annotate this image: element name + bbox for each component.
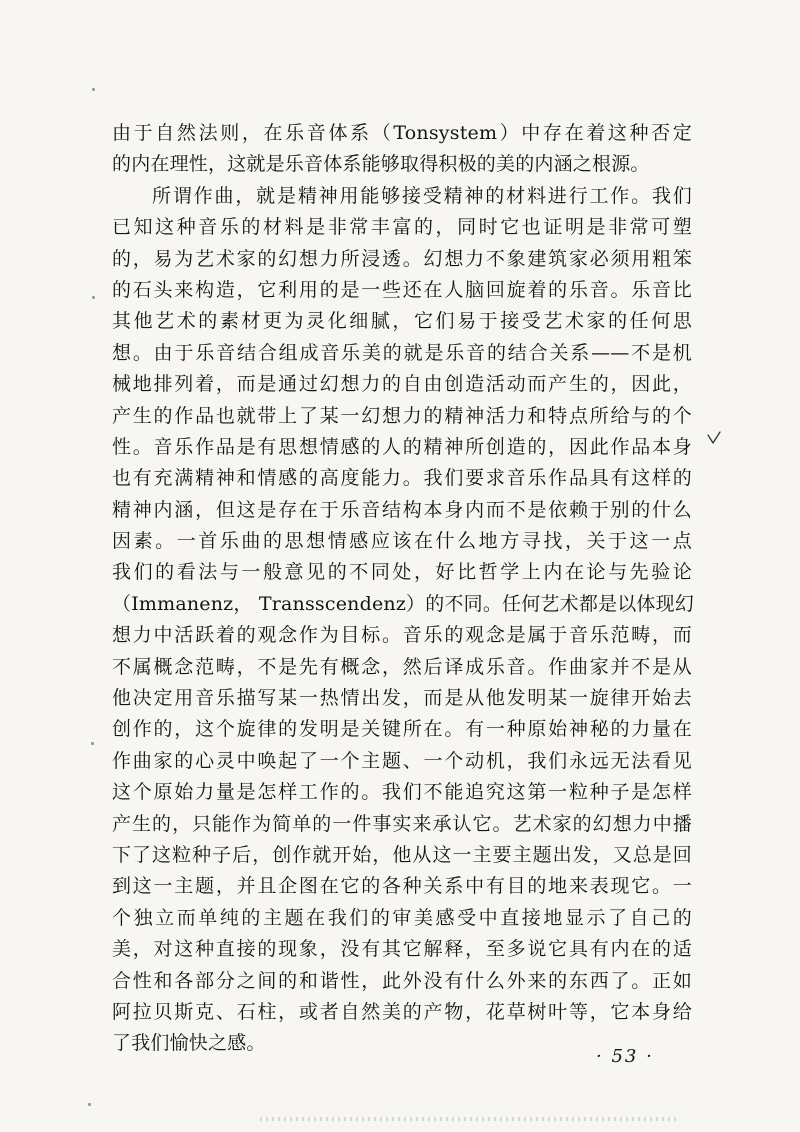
text-line: 个独立而单纯的主题在我们的审美感受中直接地显示了自己的 xyxy=(112,906,692,929)
text-line: 作曲家的心灵中唤起了一个主题、一个动机，我们永远无法看见 xyxy=(112,749,692,772)
text-line: 所谓作曲，就是精神用能够接受精神的材料进行工作。我们 xyxy=(152,184,692,207)
text-line: 因素。一首乐曲的思想情感应该在什么地方寻找，关于这一点 xyxy=(112,530,692,553)
text-line: 下了这粒种子后，创作就开始，他从这一主要主题出发，又总是回 xyxy=(112,843,692,866)
text-line: 的内在理性，这就是乐音体系能够取得积极的美的内涵之根源。 xyxy=(112,153,650,176)
text-line: 我们的看法与一般意见的不同处，好比哲学上内在论与先验论 xyxy=(112,561,692,584)
text-line: 合性和各部分之间的和谐性，此外没有什么外来的东西了。正如 xyxy=(112,969,692,992)
text-line: 其他艺术的素材更为灵化细腻，它们易于接受艺术家的任何思 xyxy=(112,310,692,333)
text-line: 美，对这种直接的现象，没有其它解释，至多说它具有内在的适 xyxy=(112,938,692,961)
text-line: 已知这种音乐的材料是非常丰富的，同时它也证明是非常可塑 xyxy=(112,216,692,239)
text-line: 的石头来构造，它利用的是一些还在人脑回旋着的乐音。乐音比 xyxy=(112,278,692,301)
text-line: 他决定用音乐描写某一热情出发，而是从他发明某一旋律开始去 xyxy=(112,687,692,710)
text-line: 这个原始力量是怎样工作的。我们不能追究这第一粒种子是怎样 xyxy=(112,781,692,804)
text-line: 到这一主题，并且企图在它的各种关系中有目的地来表现它。一 xyxy=(112,875,692,898)
body-text xyxy=(112,118,695,1060)
text-line: 械地排列着，而是通过幻想力的自由创造活动而产生的，因此， xyxy=(112,373,692,396)
text-line: 精神内涵，但这是存在于乐音结构本身内而不是依赖于别的什么 xyxy=(112,498,692,521)
text-line: 了我们愉快之感。 xyxy=(112,1032,266,1055)
text-line: 性。音乐作品是有思想情感的人的精神所创造的，因此作品本身 xyxy=(112,435,692,458)
checkmark-icon xyxy=(706,430,722,446)
text-line: 创作的，这个旋律的发明是关键所在。有一种原始神秘的力量在 xyxy=(112,718,692,741)
text-line: 产生的，只能作为简单的一件事实来承认它。艺术家的幻想力中播 xyxy=(112,812,692,835)
text-line: 产生的作品也就带上了某一幻想力的精神活力和特点所给与的个 xyxy=(112,404,692,427)
text-line: 想力中活跃着的观念作为目标。音乐的观念是属于音乐范畴，而 xyxy=(112,624,692,647)
text-line: 也有充满精神和情感的高度能力。我们要求音乐作品具有这样的 xyxy=(112,467,692,490)
page-number: · 53 · xyxy=(596,1046,654,1067)
scan-noise xyxy=(260,1117,680,1121)
text-line: 阿拉贝斯克、石柱，或者自然美的产物，花草树叶等，它本身给 xyxy=(112,1000,692,1023)
scan-speck xyxy=(92,88,95,91)
text-line: 不属概念范畴，不是先有概念，然后译成乐音。作曲家并不是从 xyxy=(112,655,692,678)
scan-speck xyxy=(92,296,95,299)
text-line: 的，易为艺术家的幻想力所浸透。幻想力不象建筑家必须用粗笨 xyxy=(112,247,692,270)
text-line: 想。由于乐音结合组成音乐美的就是乐音的结合关系——不是机 xyxy=(112,341,692,364)
scan-speck xyxy=(91,742,94,745)
scan-speck xyxy=(88,1103,91,1106)
text-line: （Immanenz， Transscendenz）的不同。任何艺术都是以体现幻 xyxy=(112,592,695,615)
text-line: 由于自然法则，在乐音体系（Tonsystem）中存在着这种否定 xyxy=(112,122,692,144)
